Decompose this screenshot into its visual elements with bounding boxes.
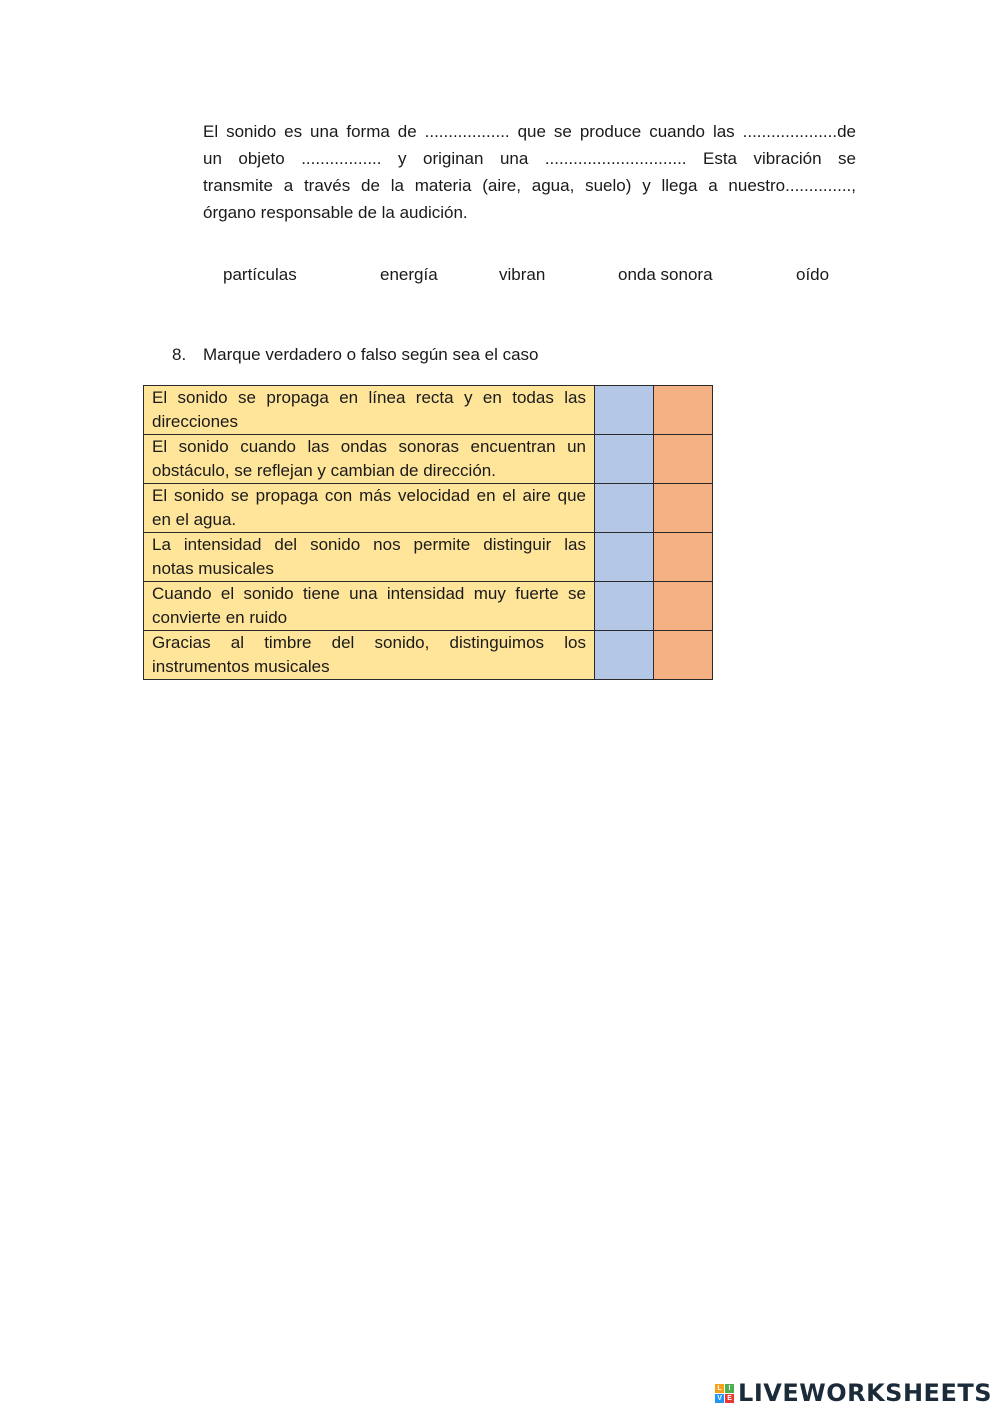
statement-cell xyxy=(144,533,595,582)
true-answer-cell[interactable] xyxy=(595,484,654,533)
false-answer-cell[interactable] xyxy=(654,484,713,533)
paragraph-line: un objeto ................. y originan una .............................. Esta vibración se xyxy=(203,149,856,168)
true-answer-cell[interactable] xyxy=(595,582,654,631)
statement-line: en el agua. xyxy=(152,510,237,529)
question-text: Marque verdadero o falso según sea el caso xyxy=(203,345,539,364)
logo-badge-letter: L xyxy=(715,1384,724,1393)
false-answer-cell[interactable] xyxy=(654,533,713,582)
table-row xyxy=(144,533,713,582)
statement-line: direcciones xyxy=(152,412,238,431)
true-answer-cell[interactable] xyxy=(595,631,654,680)
true-answer-cell[interactable] xyxy=(595,435,654,484)
table-row xyxy=(144,631,713,680)
statement-cell xyxy=(144,484,595,533)
false-answer-cell[interactable] xyxy=(654,631,713,680)
statement-cell xyxy=(144,631,595,680)
statement-line: Gracias al timbre del sonido, distinguimos los xyxy=(152,633,586,652)
word-bank-item[interactable]: energía xyxy=(380,265,438,284)
table-row xyxy=(144,386,713,435)
statement-line: La intensidad del sonido nos permite distinguir las xyxy=(152,535,586,554)
liveworksheets-logo xyxy=(715,1379,992,1407)
logo-badge-letter: I xyxy=(725,1384,734,1393)
statement-cell xyxy=(144,582,595,631)
statement-line: instrumentos musicales xyxy=(152,657,330,676)
table-row xyxy=(144,435,713,484)
false-answer-cell[interactable] xyxy=(654,386,713,435)
statement-cell xyxy=(144,386,595,435)
false-answer-cell[interactable] xyxy=(654,582,713,631)
logo-badge-letter: E xyxy=(725,1394,734,1403)
statement-line: Cuando el sonido tiene una intensidad muy fuerte se xyxy=(152,584,586,603)
word-bank xyxy=(0,265,1000,291)
table-row xyxy=(144,582,713,631)
true-false-table xyxy=(143,385,713,680)
logo-badge-icon xyxy=(715,1384,734,1403)
word-bank-item[interactable]: oído xyxy=(796,265,830,284)
true-answer-cell[interactable] xyxy=(595,533,654,582)
statement-line: obstáculo, se reflejan y cambian de dirección. xyxy=(152,461,496,480)
paragraph-line: El sonido es una forma de .................. que se produce cuando las ....................de xyxy=(203,122,856,141)
question-heading xyxy=(172,345,538,365)
word-bank-item[interactable]: onda sonora xyxy=(618,265,713,284)
fill-in-paragraph xyxy=(203,118,856,226)
statement-line: notas musicales xyxy=(152,559,274,578)
statement-line: El sonido se propaga con más velocidad en el aire que xyxy=(152,486,586,505)
false-answer-cell[interactable] xyxy=(654,435,713,484)
logo-wordmark: LIVEWORKSHEETS xyxy=(738,1379,992,1407)
paragraph-line: transmite a través de la materia (aire, agua, suelo) y llega a nuestro.............., xyxy=(203,176,856,195)
statement-cell xyxy=(144,435,595,484)
word-bank-item[interactable]: vibran xyxy=(499,265,546,284)
paragraph-line: órgano responsable de la audición. xyxy=(203,203,468,222)
table-row xyxy=(144,484,713,533)
statement-line: convierte en ruido xyxy=(152,608,288,627)
statement-line: El sonido cuando las ondas sonoras encuentran un xyxy=(152,437,586,456)
logo-badge-letter: V xyxy=(715,1394,724,1403)
statement-line: El sonido se propaga en línea recta y en todas las xyxy=(152,388,586,407)
true-answer-cell[interactable] xyxy=(595,386,654,435)
question-number: 8. xyxy=(172,345,187,364)
word-bank-item[interactable]: partículas xyxy=(223,265,297,284)
